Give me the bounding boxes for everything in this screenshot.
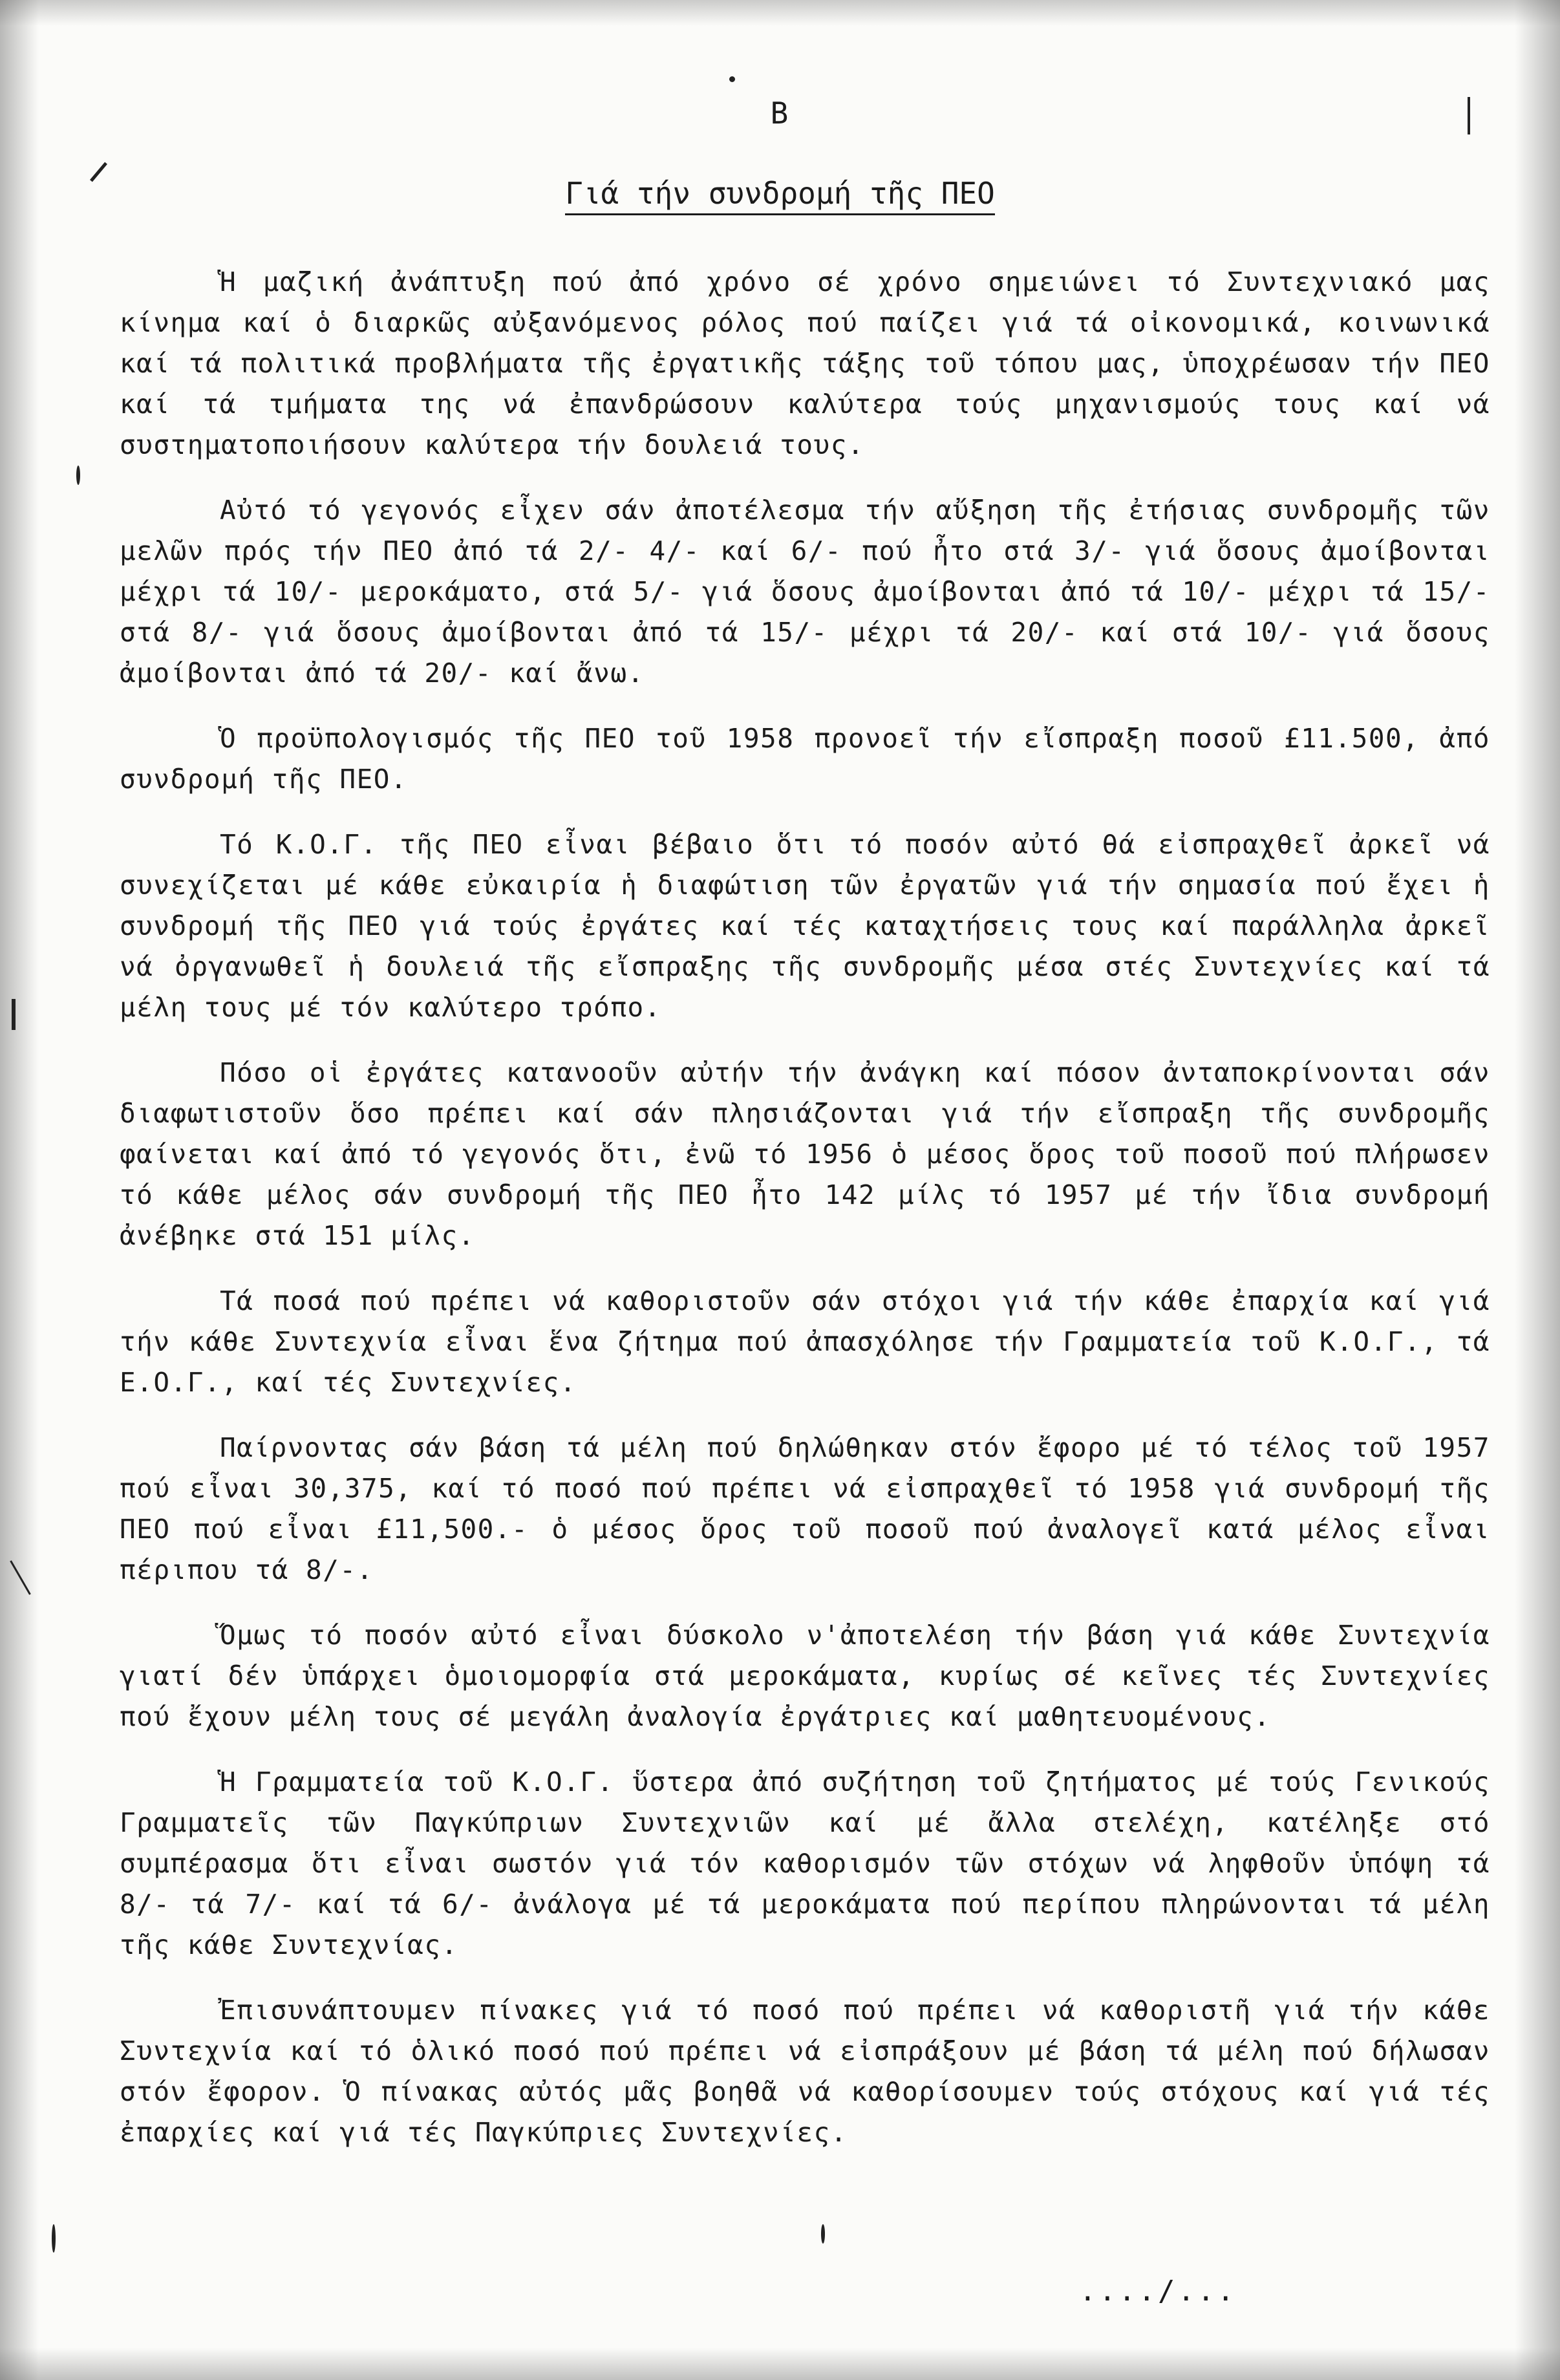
page-letter: Β — [770, 96, 790, 131]
scan-edge-left — [0, 0, 39, 2380]
scan-edge-right — [1515, 0, 1560, 2380]
paragraph: Τό Κ.Ο.Γ. τῆς ΠΕΟ εἶναι βέβαιο ὅτι τό ποσόν αὐτό θά εἰσπραχθεῖ ἀρκεῖ νά συνεχίζεται μέ κάθε εὐκαιρία ἡ διαφώτιση τῶν ἐργατῶν γιά τήν σημασία πού ἔχει ἡ συνδρομή τῆς ΠΕΟ γιά τούς ἐργάτες καί τές καταχτήσεις τους καί παράλληλα ἀρκεῖ νά ὀργανωθεῖ ἡ δουλειά τῆς εἴσπραξης τῆς συνδρομῆς μέσα στές Συντεχνίες καί τά μέλη τους μέ τόν καλύτερο τρόπο. — [120, 829, 1490, 1023]
paragraph: Ἡ Γραμματεία τοῦ Κ.Ο.Γ. ὕστερα ἀπό συζήτηση τοῦ ζητήματος μέ τούς Γενικούς Γραμματεῖς τῶν Παγκύπριων Συντεχνιῶν καί μέ ἄλλα στελέχη, κατέληξε στό συμπέρασμα ὅτι εἶναι σωστόν γιά τόν καθορισμόν τῶν στόχων νά ληφθοῦν ὑπόψη τά 8/- τά 7/- καί τά 6/- ἀνάλογα μέ τά μεροκάματα πού περίπου πληρώνονται τά μέλη τῆς κάθε Συντεχνίας. — [120, 1766, 1490, 1960]
scan-speck — [821, 2224, 825, 2244]
paragraph: Πόσο οἱ ἐργάτες κατανοοῦν αὐτήν τήν ἀνάγκη καί πόσον ἀνταποκρίνονται σάν διαφωτιστοῦν ὅσο πρέπει καί σάν πλησιάζονται γιά τήν εἴσπραξη τῆς συνδρομῆς φαίνεται καί ἀπό τό γεγονός ὅτι, ἐνῶ τό 1956 ὁ μέσος ὅρος τοῦ ποσοῦ πού πλήρωσεν τό κάθε μέλος σάν συνδρομή τῆς ΠΕΟ ἦτο 142 μίλς τό 1957 μέ τήν ἴδια συνδρομή ἀνέβηκε στά 151 μίλς. — [120, 1057, 1490, 1251]
paragraph: Παίρνοντας σάν βάση τά μέλη πού δηλώθηκαν στόν ἔφορο μέ τό τέλος τοῦ 1957 πού εἶναι 30,375, καί τό ποσό πού πρέπει νά εἰσπραχθεῖ τό 1958 γιά συνδρομή τῆς ΠΕΟ πού εἶναι £11,500.- ὁ μέσος ὅρος τοῦ ποσοῦ πού ἀναλογεῖ κατά μέλος εἶναι πέριπου τά 8/-. — [120, 1432, 1490, 1585]
document-heading-text: Γιά τήν συνδρομή τῆς ΠΕΟ — [565, 176, 995, 215]
paragraph: Ὅμως τό ποσόν αὐτό εἶναι δύσκολο ν'ἀποτελέση τήν βάση γιά κάθε Συντεχνία γιατί δέν ὑπάρχει ὁμοιομορφία στά μεροκάματα, κυρίως σέ κεῖνες τές Συντεχνίες πού ἔχουν μέλη τους σέ μεγάλη ἀναλογία ἐργάτριες καί μαθητευομένους. — [120, 1620, 1490, 1732]
paragraph: Ἡ μαζική ἀνάπτυξη πού ἀπό χρόνο σέ χρόνο σημειώνει τό Συντεχνιακό μας κίνημα καί ὁ διαρκῶς αὐξανόμενος ρόλος πού παίζει γιά τά οἰκονομικά, κοινωνικά καί τά πολιτικά προβλήματα τῆς ἐργατικῆς τάξης τοῦ τόπου μας, ὑποχρέωσαν τήν ΠΕΟ καί τά τμήματα της νά ἐπανδρώσουν καλύτερα τούς μηχανισμούς τους καί νά συστηματοποιήσουν καλύτερα τήν δουλειά τους. — [120, 266, 1490, 460]
document-heading — [0, 176, 1560, 211]
scan-speck — [52, 2224, 56, 2253]
scan-edge-bottom — [0, 2348, 1560, 2380]
paragraph: Ἐπισυνάπτουμεν πίνακες γιά τό ποσό πού πρέπει νά καθοριστῆ γιά τήν κάθε Συντεχνία καί τό ὁλικό ποσό πού πρέπει νά εἰσπράξουν μέ βάση τά μέλη πού δήλωσαν στόν ἔφορον. Ὁ πίνακας αὐτός μᾶς βοηθᾶ νά καθορίσουμεν τούς στόχους καί γιά τές ἐπαρχίες καί γιά τές Παγκύπριες Συντεχνίες. — [120, 1995, 1490, 2148]
scan-speck — [729, 76, 735, 82]
scan-edge-top — [0, 0, 1560, 26]
document-body — [120, 262, 1490, 2178]
paragraph: Τά ποσά πού πρέπει νά καθοριστοῦν σάν στόχοι γιά τήν κάθε ἐπαρχία καί γιά τήν κάθε Συντεχνία εἶναι ἕνα ζήτημα πού ἀπασχόλησε τήν Γραμματεία τοῦ Κ.Ο.Γ., τά Ε.Ο.Γ., καί τές Συντεχνίες. — [120, 1285, 1490, 1398]
paragraph: Αὐτό τό γεγονός εἶχεν σάν ἀποτέλεσμα τήν αὔξηση τῆς ἐτήσιας συνδρομῆς τῶν μελῶν πρός τήν ΠΕΟ ἀπό τά 2/- 4/- καί 6/- πού ἦτο στά 3/- γιά ὅσους ἀμοίβονται μέχρι τά 10/- μεροκάματο, στά 5/- γιά ὅσους ἀμοίβονται ἀπό τά 10/- μέχρι τά 15/- στά 8/- γιά ὅσους ἀμοίβονται ἀπό τά 15/- μέχρι τά 20/- καί στά 10/- γιά ὅσους ἀμοίβονται ἀπό τά 20/- καί ἄνω. — [120, 495, 1490, 689]
scan-speck — [76, 466, 80, 485]
scan-mark — [12, 999, 16, 1030]
paragraph: Ὁ προϋπολογισμός τῆς ΠΕΟ τοῦ 1958 προνοεῖ τήν εἴσπραξη ποσοῦ £11.500, ἀπό συνδρομή τῆς ΠΕΟ. — [120, 723, 1490, 795]
continuation-marker: ..../... — [1079, 2275, 1237, 2308]
